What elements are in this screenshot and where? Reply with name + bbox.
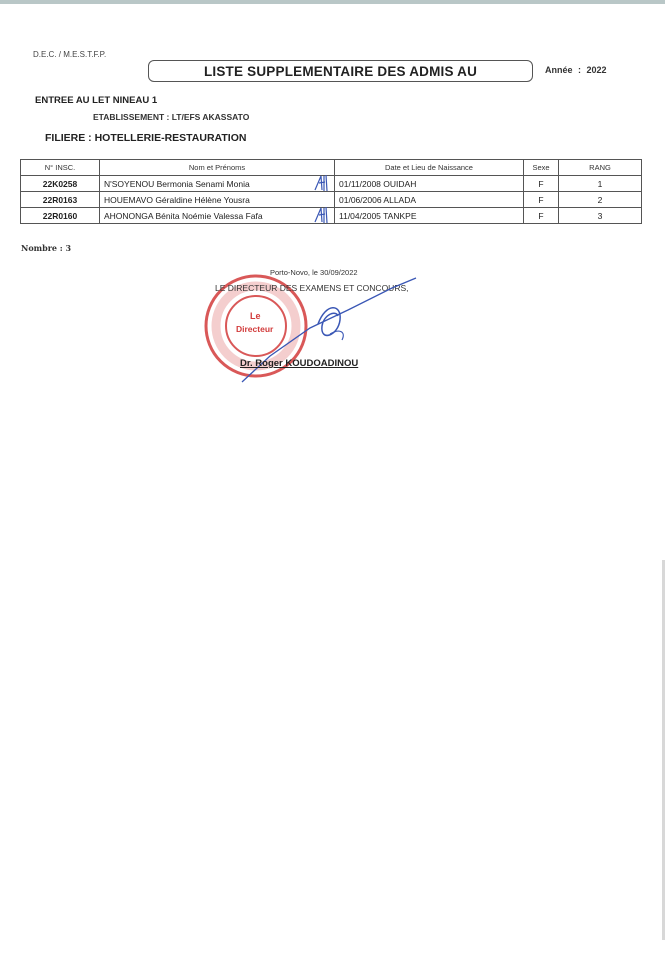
col-header-birth: Date et Lieu de Naissance	[335, 160, 524, 176]
cell-sex: F	[524, 192, 559, 208]
cell-birth: 11/04/2005 TANKPE	[335, 208, 524, 224]
year-value: 2022	[586, 65, 607, 75]
cell-name-text: N'SOYENOU Bermonia Senami Monia	[104, 178, 250, 189]
cell-name: HOUEMAVO Géraldine Hélène Yousra	[100, 192, 335, 208]
title-frame	[148, 60, 533, 82]
col-header-rank: RANG	[559, 160, 642, 176]
cell-sex: F	[524, 208, 559, 224]
cell-name	[100, 176, 335, 192]
table-row	[21, 176, 642, 192]
col-header-name: Nom et Prénoms	[100, 160, 335, 176]
admitted-table	[20, 159, 642, 224]
top-border	[0, 0, 665, 4]
cell-num: 22K0258	[21, 176, 100, 192]
cell-name-text: AHONONGA Bénita Noémie Valessa Fafa	[104, 210, 263, 221]
cell-birth: 01/06/2006 ALLADA	[335, 192, 524, 208]
stamp-text-directeur: Directeur	[236, 324, 274, 334]
cell-num: 22R0160	[21, 208, 100, 224]
entry-level: ENTREE AU LET NINEAU 1	[35, 95, 158, 106]
director-title: LE DIRECTEUR DES EXAMENS ET CONCOURS,	[215, 283, 409, 293]
col-header-sex: Sexe	[524, 160, 559, 176]
document-title: LISTE SUPPLEMENTAIRE DES ADMIS AU	[203, 63, 478, 79]
initial-mark-icon	[312, 173, 332, 193]
cell-birth: 01/11/2008 OUIDAH	[335, 176, 524, 192]
cell-num: 22R0163	[21, 192, 100, 208]
place-date: Porto-Novo, le 30/09/2022	[270, 268, 358, 277]
col-header-num: N° INSC.	[21, 160, 100, 176]
establishment: ETABLISSEMENT : LT/EFS AKASSATO	[93, 112, 250, 122]
director-name: Dr. Roger KOUDOADINOU	[240, 358, 359, 369]
stamp-text-le: Le	[250, 311, 261, 321]
year-label: Année :	[545, 65, 582, 75]
year-line	[545, 65, 607, 75]
field-of-study: FILIERE : HOTELLERIE-RESTAURATION	[45, 132, 247, 144]
cell-name	[100, 208, 335, 224]
initial-mark-icon	[312, 205, 332, 225]
director-signature-icon	[230, 270, 430, 390]
cell-rank: 2	[559, 192, 642, 208]
cell-rank: 1	[559, 176, 642, 192]
department-code: D.E.C. / M.E.S.T.F.P.	[33, 50, 107, 59]
cell-sex: F	[524, 176, 559, 192]
cell-rank: 3	[559, 208, 642, 224]
total-count: Nombre : 3	[21, 243, 72, 253]
table-row	[21, 208, 642, 224]
